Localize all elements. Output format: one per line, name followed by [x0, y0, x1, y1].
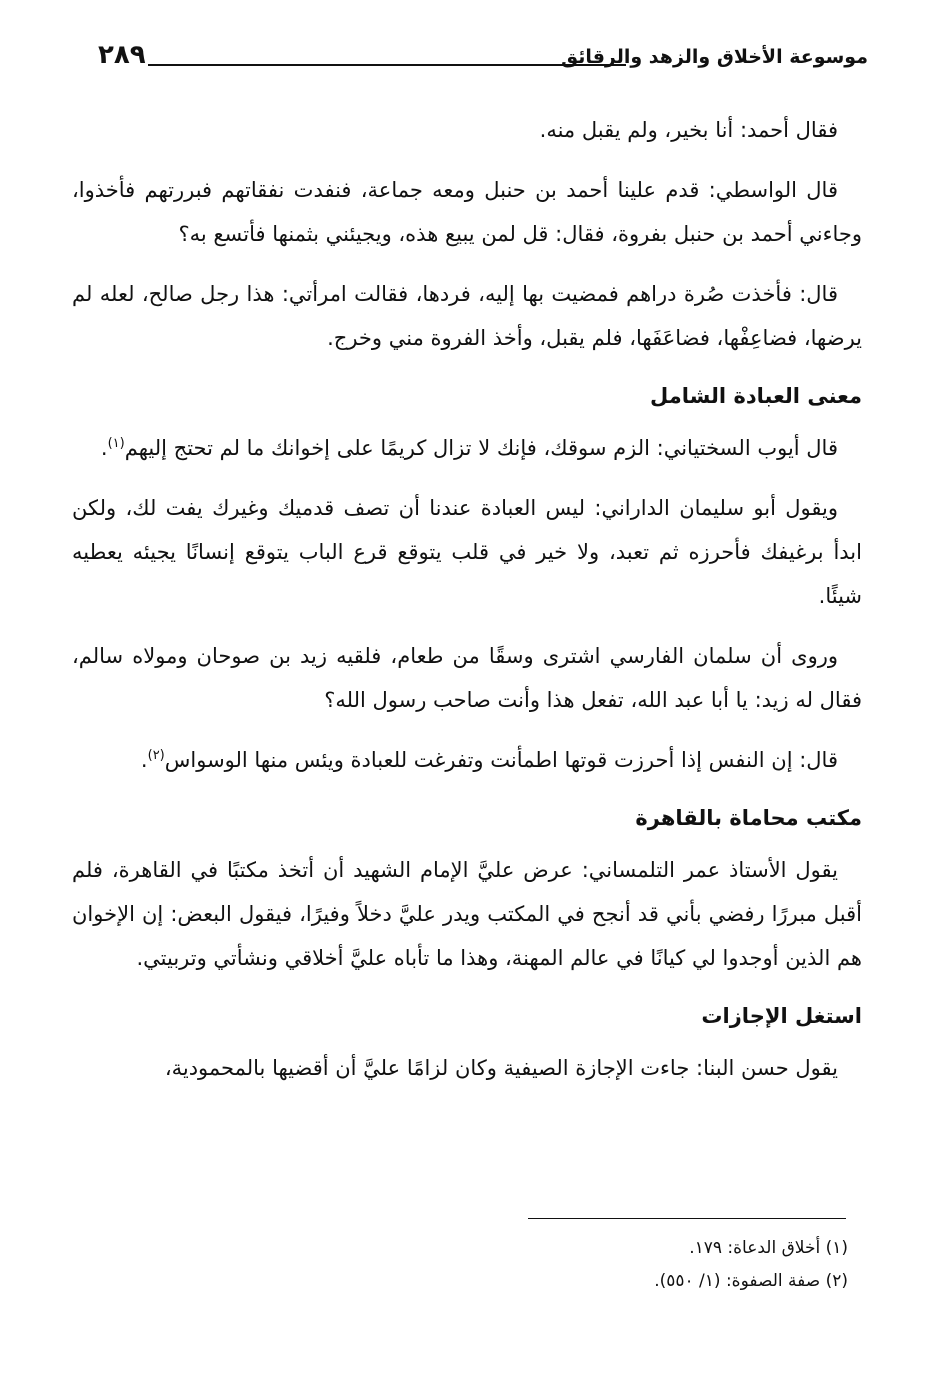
paragraph-wasiti: قال الواسطي: قدم علينا أحمد بن حنبل ومعه جماعة، فنفدت نفقاتهم فبررتهم فأخذوا، وجاءني أحمد بن حنبل بفروة، فقال: قل لمن يبيع هذه، ويجيئني بثمنها فأتسع به؟: [72, 178, 862, 246]
running-header: [88, 40, 868, 80]
paragraph-purse: قال: فأخذت صُرة دراهم فمضيت بها إليه، فردها، فقالت امرأتي: هذا رجل صالح، لعله لم يرضها، فضاعِفْها، فضاعَفَها، فلم يقبل، وأخذ الفروة مني وخرج.: [72, 282, 862, 350]
page-number: ٢٨٩: [98, 40, 146, 70]
footnotes: [348, 1232, 848, 1298]
paragraph-nafs-text: قال: إن النفس إذا أحرزت قوتها اطمأنت وتفرغت للعبادة ويئس منها الوسواس: [164, 748, 838, 772]
paragraph-banna: يقول حسن البنا: جاءت الإجازة الصيفية وكان لزامًا عليَّ أن أقضيها بالمحمودية،: [164, 1056, 838, 1080]
footnote-ref-2: (٢): [147, 748, 165, 763]
header-rule: [148, 64, 626, 66]
footnote-separator: [528, 1218, 846, 1219]
paragraph-ahmad-reply: فقال أحمد: أنا بخير، ولم يقبل منه.: [539, 118, 838, 142]
page-body: [72, 108, 862, 1106]
paragraph-ayyub: قال أيوب السختياني: الزم سوقك، فإنك لا تزال كريمًا على إخوانك ما لم تحتج إليهم$^{(١)}$.: [100, 436, 838, 460]
paragraph-salman: وروى أن سلمان الفارسي اشترى وسقًا من طعام، فلقيه زيد بن صوحان ومولاه سالم، فقال له زيد: يا أبا عبد الله، تفعل هذا وأنت صاحب رسول الله؟: [72, 644, 862, 712]
paragraph-darani: ويقول أبو سليمان الداراني: ليس العبادة عندنا أن تصف قدميك وغيرك يفت لك، ولكن ابدأ برغيفك فأحرزه ثم تعبد، ولا خير في قلب يتوقع قرع الباب يتوقع إنسانًا يجيئه يعطيه شيئًا.: [72, 496, 862, 608]
section-heading-law-office: مكتب محاماة بالقاهرة: [635, 806, 862, 830]
footnote-ref-1: (١): [107, 436, 125, 451]
section-heading-vacations: استغل الإجازات: [701, 1004, 862, 1028]
paragraph-tilmisani: يقول الأستاذ عمر التلمساني: عرض عليَّ الإمام الشهيد أن أتخذ مكتبًا في القاهرة، فلم أقبل مبررًا رفضي بأني قد أنجح في المكتب ويدر عليَّ دخلاً وفيرًا، فيقول البعض: إن الإخوان هم الذين أوجدوا لي كيانًا في عالم المهنة، وهذا ما تأباه عليَّ أخلاقي ونشأتي وتربيتي.: [72, 858, 862, 970]
paragraph-ayyub-text: قال أيوب السختياني: الزم سوقك، فإنك لا تزال كريمًا على إخوانك ما لم تحتج إليهم: [124, 436, 838, 460]
paragraph-nafs: قال: إن النفس إذا أحرزت قوتها اطمأنت وتفرغت للعبادة ويئس منها الوسواس$^{(٢)}$.: [140, 748, 838, 772]
section-heading-worship: معنى العبادة الشامل: [650, 384, 862, 408]
book-title: موسوعة الأخلاق والزهد والرقائق: [561, 46, 868, 68]
footnote-2: (٢) صفة الصفوة: (١/ ٥٥٠).: [654, 1271, 848, 1291]
footnote-1: (١) أخلاق الدعاة: ١٧٩.: [689, 1238, 848, 1258]
